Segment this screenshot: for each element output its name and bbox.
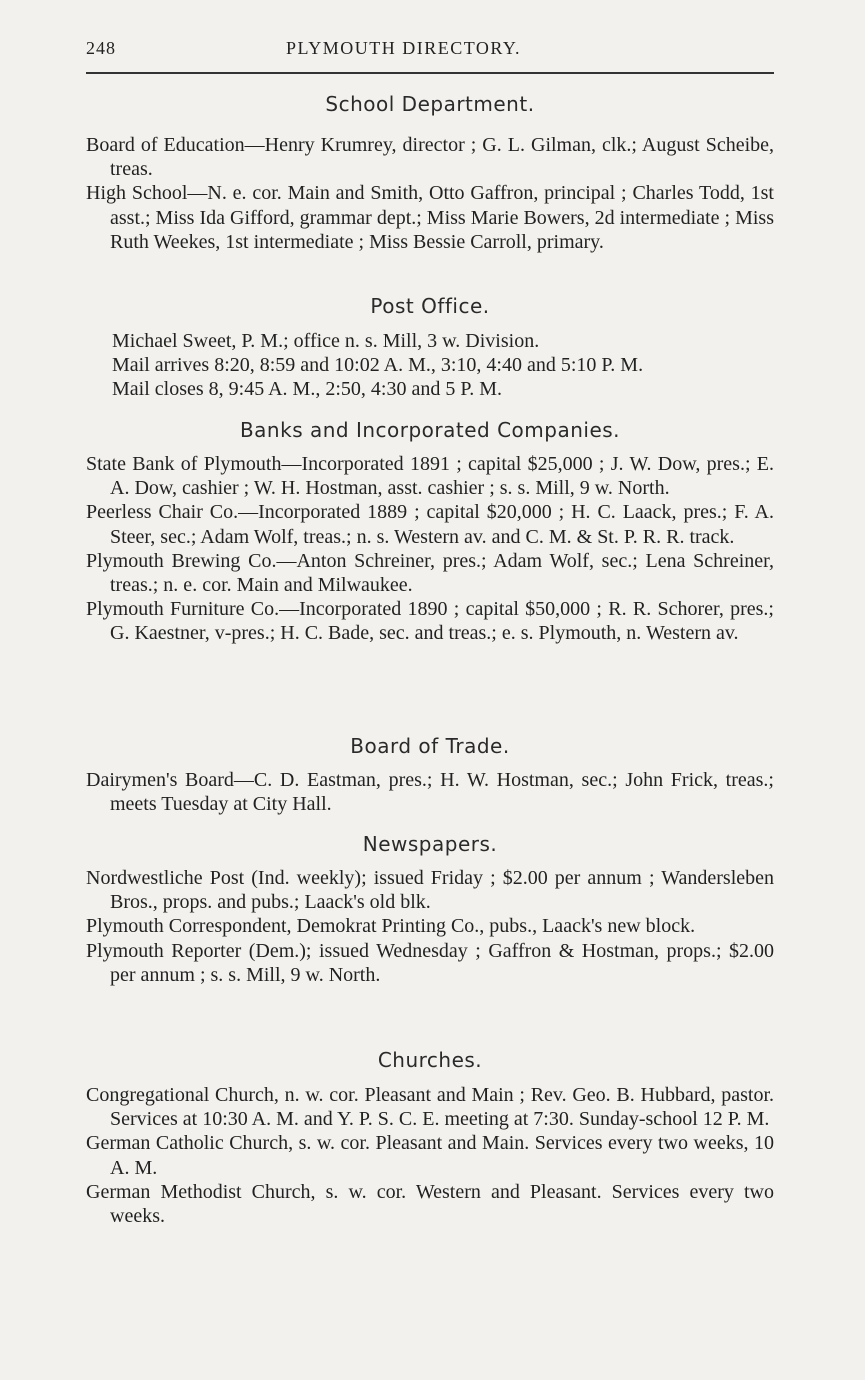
heading-post-office: Post Office.: [370, 294, 490, 318]
entry-plymouth-furniture: Plymouth Furniture Co.—Incorporated 1890 ; capital $50,000 ; R. R. Schorer, pres.; G. Kaestner, v-pres.; H. C. Bade, sec. and treas.; e. s. Plymouth, n. Western av.: [86, 598, 774, 645]
church-entries: [86, 1083, 774, 1228]
post-office-line: Mail closes 8, 9:45 A. M., 2:50, 4:30 and 5 P. M.: [112, 378, 503, 401]
page-header: [86, 38, 774, 68]
entry-plymouth-correspondent: Plymouth Correspondent, Demokrat Printing Co., pubs., Laack's new block.: [86, 915, 696, 938]
entry-plymouth-reporter: Plymouth Reporter (Dem.); issued Wednesday ; Gaffron & Hostman, props.; $2.00 per annum ; s. s. Mill, 9 w. North.: [86, 939, 774, 986]
heading-banks: Banks and Incorporated Companies.: [239, 418, 621, 442]
entry-german-catholic-church: German Catholic Church, s. w. cor. Pleasant and Main. Services every two weeks, 10 A. M.: [86, 1132, 774, 1179]
entry-peerless-chair: Peerless Chair Co.—Incorporated 1889 ; capital $20,000 ; H. C. Laack, pres.; F. A. Steer, sec.; Adam Wolf, treas.; n. s. Western av. and C. M. & St. P. R. R. track.: [86, 501, 774, 548]
entry-congregational-church: Congregational Church, n. w. cor. Pleasant and Main ; Rev. Geo. B. Hubbard, pastor. Services at 10:30 A. M. and Y. P. S. C. E. meeting at 7:30. Sunday-school 12 P. M.: [86, 1084, 774, 1131]
school-entries: [86, 133, 774, 254]
entry-nordwestliche-post: Nordwestliche Post (Ind. weekly); issued Friday ; $2.00 per annum ; Wandersleben Bros., props. and pubs.; Laack's old blk.: [86, 867, 774, 914]
heading-school-department: School Department.: [325, 92, 535, 116]
heading-newspapers: Newspapers.: [362, 832, 498, 856]
entry-plymouth-brewing: Plymouth Brewing Co.—Anton Schreiner, pres.; Adam Wolf, sec.; Lena Schreiner, treas.; n. e. cor. Main and Milwaukee.: [86, 549, 774, 597]
heading-board-of-trade: Board of Trade.: [350, 734, 510, 758]
post-office-line: Michael Sweet, P. M.; office n. s. Mill, 3 w. Division.: [112, 330, 540, 352]
post-office-line: Mail arrives 8:20, 8:59 and 10:02 A. M., 3:10, 4:40 and 5:10 P. M.: [112, 354, 644, 377]
header-rule: [86, 72, 774, 74]
post-office-lines: [112, 329, 774, 402]
page-number: 248: [86, 38, 116, 58]
entry-board-of-education: Board of Education—Henry Krumrey, director ; G. L. Gilman, clk.; August Scheibe, treas.: [86, 134, 774, 181]
entry-german-methodist-church: German Methodist Church, s. w. cor. Western and Pleasant. Services every two weeks.: [86, 1180, 774, 1228]
trade-entries: [86, 768, 774, 816]
entry-state-bank: State Bank of Plymouth—Incorporated 1891 ; capital $25,000 ; J. W. Dow, pres.; E. A. Dow, cashier ; W. H. Hostman, asst. cashier ; s. s. Mill, 9 w. North.: [86, 453, 774, 500]
running-title: PLYMOUTH DIRECTORY.: [286, 38, 522, 58]
heading-churches: Churches.: [377, 1048, 483, 1072]
entry-dairymens-board: Dairymen's Board—C. D. Eastman, pres.; H. W. Hostman, sec.; John Frick, treas.; meets Tuesday at City Hall.: [86, 769, 774, 816]
banks-entries: [86, 452, 774, 646]
newspaper-entries: [86, 866, 774, 987]
entry-high-school: High School—N. e. cor. Main and Smith, Otto Gaffron, principal ; Charles Todd, 1st asst.; Miss Ida Gifford, grammar dept.; Miss Marie Bowers, 2d intermediate ; Miss Ruth Weekes, 1st intermediate ; Miss Bessie Carroll, primary.: [86, 182, 774, 253]
